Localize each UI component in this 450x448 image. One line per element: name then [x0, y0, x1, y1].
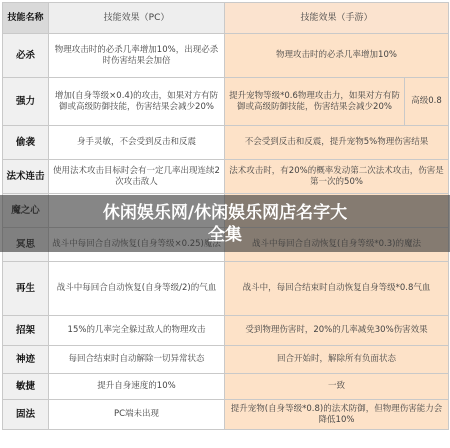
mobile-effect: 战斗中，每回合结束时自动恢复自身等级*0.8气血	[225, 262, 449, 316]
skill-name: 必杀	[3, 34, 49, 78]
pc-effect: 每回合结束时自动解除一切异常状态	[49, 346, 225, 374]
pc-effect: 提升自身速度的10%	[49, 374, 225, 400]
table-row	[3, 262, 449, 316]
mobile-effect: 提升宠物(自身等级*0.8)的法术防御，但物理伤害能力会降低10%	[225, 400, 449, 430]
skill-name: 敏捷	[3, 374, 49, 400]
watermark-banner	[0, 195, 450, 252]
pc-effect: 物理攻击时的必杀几率增加10%，出现必杀时伤害结果会加倍	[49, 34, 225, 78]
table-row	[3, 160, 449, 194]
skill-name: 强力	[3, 78, 49, 126]
watermark-line-1: 休闲娱乐网/休闲娱乐网店名字大	[102, 202, 348, 223]
header-mobile-effect: 技能效果（手游）	[225, 3, 449, 34]
mobile-effect: 法术攻击时，有20%的概率发动第二次法术攻击，伤害是第一次的50%	[225, 160, 449, 194]
mobile-effect: 一致	[225, 374, 449, 400]
table-row	[3, 78, 449, 126]
table-row	[3, 400, 449, 430]
pc-effect: 使用法术攻击目标时会有一定几率出现连续2次攻击敌人	[49, 160, 225, 194]
table-header-row	[3, 3, 449, 34]
mobile-effect: 不会受到反击和反震，提升宠物5%物理伤害结果	[225, 126, 449, 160]
table-row	[3, 346, 449, 374]
pc-effect: 战斗中每回合自动恢复(自身等级/2)的气血	[49, 262, 225, 316]
skill-name: 法术连击	[3, 160, 49, 194]
mobile-extra-note: 高级0.8	[405, 78, 449, 126]
pc-effect: PC端未出现	[49, 400, 225, 430]
table-row	[3, 374, 449, 400]
header-skill-name: 技能名称	[3, 3, 49, 34]
watermark-line-2: 全集	[208, 224, 242, 245]
mobile-effect: 受到物理伤害时，20%的几率减免30%伤害效果	[225, 316, 449, 346]
skill-name: 招架	[3, 316, 49, 346]
skill-name: 固法	[3, 400, 49, 430]
skill-name: 偷袭	[3, 126, 49, 160]
mobile-effect: 提升宠物等级*0.6物理攻击力，如果对方有防御或高级防御技能，伤害结果会减少20%	[225, 78, 405, 126]
table-row	[3, 34, 449, 78]
table-row	[3, 126, 449, 160]
pc-effect: 身手灵敏，不会受到反击和反震	[49, 126, 225, 160]
mobile-effect: 回合开始时，解除所有负面状态	[225, 346, 449, 374]
pc-effect: 15%的几率完全躲过敌人的物理攻击	[49, 316, 225, 346]
page	[0, 2, 450, 448]
header-pc-effect: 技能效果（PC）	[49, 3, 225, 34]
pc-effect: 增加(自身等级×0.4)的攻击，如果对方有防御或高级防御技能，伤害结果会减少20%	[49, 78, 225, 126]
mobile-effect: 物理攻击时的必杀几率增加10%	[225, 34, 449, 78]
table-row	[3, 316, 449, 346]
skill-name: 神迹	[3, 346, 49, 374]
skill-name: 再生	[3, 262, 49, 316]
